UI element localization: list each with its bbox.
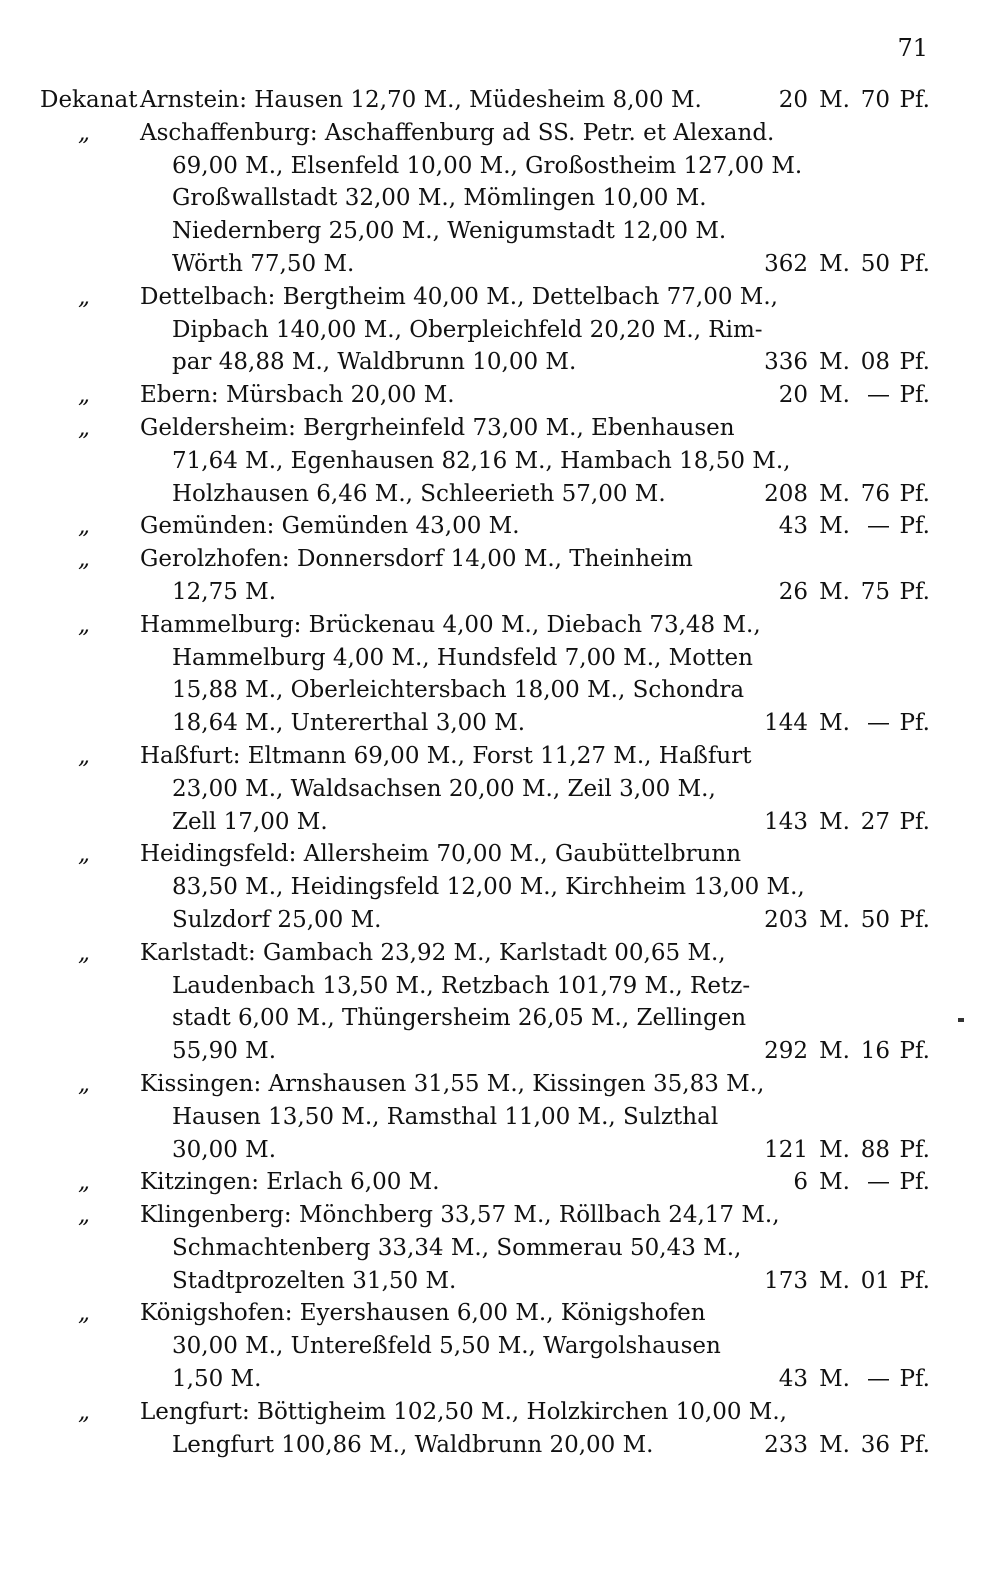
entry-line	[40, 707, 940, 740]
amount-marks: 336	[764, 349, 808, 376]
entry-text: Lengfurt 100,86 M., Waldbrunn 20,00 M.	[172, 1431, 654, 1458]
deanery-entry	[40, 510, 940, 543]
entry-line	[40, 1166, 940, 1199]
entry-total	[740, 1429, 930, 1462]
entry-line	[40, 1330, 940, 1363]
deanery-entry	[40, 937, 940, 1068]
unit-pfennig: Pf.	[899, 1431, 930, 1458]
entry-line	[40, 871, 940, 904]
entry-line	[40, 904, 940, 937]
ditto-mark: „	[78, 283, 90, 310]
entry-line	[40, 1265, 940, 1298]
entry-text: Niedernberg 25,00 M., Wenigumstadt 12,00 M.	[172, 218, 727, 245]
entry-text: 30,00 M., Untereßfeld 5,50 M., Wargolshausen	[172, 1333, 721, 1360]
entry-line	[40, 838, 940, 871]
unit-marks: M.	[819, 349, 850, 376]
entry-line	[40, 379, 940, 412]
entry-line	[40, 150, 940, 183]
entry-text: 1,50 M.	[172, 1366, 262, 1393]
deanery-entry	[40, 543, 940, 609]
amount-pfennig: 50	[860, 250, 890, 277]
amount-pfennig: 08	[860, 349, 890, 376]
unit-pfennig: Pf.	[899, 250, 930, 277]
entry-line	[40, 674, 940, 707]
amount-pfennig: 01	[860, 1267, 890, 1294]
entry-line	[40, 412, 940, 445]
unit-pfennig: Pf.	[899, 349, 930, 376]
entry-total	[740, 1134, 930, 1167]
unit-marks: M.	[819, 513, 850, 540]
amount-pfennig: —	[867, 382, 890, 409]
unit-pfennig: Pf.	[899, 382, 930, 409]
entry-total	[740, 576, 930, 609]
deanery-entry	[40, 281, 940, 379]
entry-line	[40, 248, 940, 281]
deanery-entry	[40, 838, 940, 936]
entry-text: Klingenberg: Mönchberg 33,57 M., Röllbach 24,17 M.,	[140, 1202, 780, 1229]
unit-marks: M.	[819, 906, 850, 933]
entry-line	[40, 1297, 940, 1330]
ditto-mark: „	[78, 119, 90, 146]
amount-marks: 362	[764, 250, 808, 277]
amount-pfennig: 16	[860, 1038, 890, 1065]
unit-marks: M.	[819, 1366, 850, 1393]
entry-line	[40, 1429, 940, 1462]
entry-line	[40, 510, 940, 543]
entry-line	[40, 84, 940, 117]
deanery-entry	[40, 609, 940, 740]
entry-text: par 48,88 M., Waldbrunn 10,00 M.	[172, 349, 577, 376]
amount-marks: 20	[778, 87, 808, 113]
deanery-entry	[40, 740, 940, 838]
amount-marks: 208	[764, 480, 808, 507]
unit-marks: M.	[819, 250, 850, 277]
amount-marks: 233	[764, 1431, 808, 1458]
unit-pfennig: Pf.	[899, 513, 930, 540]
entry-text: 15,88 M., Oberleichtersbach 18,00 M., Schondra	[172, 677, 745, 704]
amount-pfennig: 70	[860, 87, 890, 113]
entry-text: Arnstein: Hausen 12,70 M., Müdesheim 8,00 M.	[140, 87, 702, 113]
entry-text: Gemünden: Gemünden 43,00 M.	[140, 513, 520, 540]
deanery-list	[40, 84, 940, 1461]
deanery-entry	[40, 1166, 940, 1199]
entry-text: Aschaffenburg: Aschaffenburg ad SS. Petr. et Alexand.	[140, 119, 775, 146]
unit-marks: M.	[819, 578, 850, 605]
entry-text: Königshofen: Eyershausen 6,00 M., Königshofen	[140, 1300, 706, 1327]
entry-text: Hammelburg: Brückenau 4,00 M., Diebach 73,48 M.,	[140, 611, 761, 638]
amount-marks: 292	[764, 1038, 808, 1065]
entry-text: Dipbach 140,00 M., Oberpleichfeld 20,20 M., Rim-	[172, 316, 763, 343]
unit-marks: M.	[819, 1169, 850, 1196]
amount-pfennig: —	[867, 513, 890, 540]
ditto-mark: „	[78, 1300, 90, 1327]
entry-text: Dettelbach: Bergtheim 40,00 M., Dettelbach 77,00 M.,	[140, 283, 778, 310]
amount-pfennig: —	[867, 1366, 890, 1393]
unit-marks: M.	[819, 710, 850, 737]
amount-marks: 26	[778, 578, 808, 605]
entry-line	[40, 182, 940, 215]
entry-text: Ebern: Mürsbach 20,00 M.	[140, 382, 455, 409]
ditto-mark: „	[78, 1070, 90, 1097]
amount-marks: 121	[764, 1136, 808, 1163]
deanery-entry	[40, 1297, 940, 1395]
entry-line	[40, 445, 940, 478]
entry-text: Kissingen: Arnshausen 31,55 M., Kissingen 35,83 M.,	[140, 1070, 765, 1097]
entry-line	[40, 314, 940, 347]
entry-text: Geldersheim: Bergrheinfeld 73,00 M., Ebenhausen	[140, 414, 735, 441]
unit-pfennig: Pf.	[899, 808, 930, 835]
deanery-entry	[40, 1068, 940, 1166]
entry-text: Heidingsfeld: Allersheim 70,00 M., Gaubüttelbrunn	[140, 841, 742, 868]
entry-text: 83,50 M., Heidingsfeld 12,00 M., Kirchheim 13,00 M.,	[172, 874, 805, 901]
ditto-mark: „	[78, 546, 90, 573]
ditto-mark: „	[78, 939, 90, 966]
ditto-mark: „	[78, 414, 90, 441]
deanery-entry	[40, 117, 940, 281]
entry-line	[40, 576, 940, 609]
entry-line	[40, 740, 940, 773]
entry-text: 30,00 M.	[172, 1136, 277, 1163]
unit-pfennig: Pf.	[899, 906, 930, 933]
entry-total	[740, 806, 930, 839]
entry-line	[40, 609, 940, 642]
entry-text: Hammelburg 4,00 M., Hundsfeld 7,00 M., Motten	[172, 644, 753, 671]
entry-text: Laudenbach 13,50 M., Retzbach 101,79 M., Retz-	[172, 972, 751, 999]
entry-total	[740, 1035, 930, 1068]
entry-text: 18,64 M., Untererthal 3,00 M.	[172, 710, 526, 737]
deanery-entry	[40, 1396, 940, 1462]
entry-line	[40, 1363, 940, 1396]
entry-line	[40, 215, 940, 248]
ditto-mark: „	[78, 513, 90, 540]
amount-marks: 143	[764, 808, 808, 835]
entry-line	[40, 478, 940, 511]
entry-total	[740, 248, 930, 281]
entry-line	[40, 773, 940, 806]
amount-pfennig: 75	[860, 578, 890, 605]
deanery-entry	[40, 412, 940, 510]
unit-pfennig: Pf.	[899, 1038, 930, 1065]
unit-marks: M.	[819, 480, 850, 507]
entry-line	[40, 117, 940, 150]
entry-total	[740, 1166, 930, 1199]
entry-line	[40, 806, 940, 839]
entry-text: Kitzingen: Erlach 6,00 M.	[140, 1169, 440, 1196]
entry-text: 55,90 M.	[172, 1038, 277, 1065]
amount-pfennig: 36	[860, 1431, 890, 1458]
unit-marks: M.	[819, 1136, 850, 1163]
entry-text: Haßfurt: Eltmann 69,00 M., Forst 11,27 M., Haßfurt	[140, 742, 752, 769]
entry-line	[40, 1002, 940, 1035]
deanery-entry	[40, 379, 940, 412]
unit-marks: M.	[819, 1431, 850, 1458]
amount-pfennig: 76	[860, 480, 890, 507]
amount-marks: 203	[764, 906, 808, 933]
entry-text: Schmachtenberg 33,34 M., Sommerau 50,43 M.,	[172, 1234, 742, 1261]
deanery-entry	[40, 84, 940, 117]
deanery-entry	[40, 1199, 940, 1297]
entry-total	[740, 510, 930, 543]
ditto-mark: „	[78, 841, 90, 868]
entry-text: 12,75 M.	[172, 578, 277, 605]
unit-pfennig: Pf.	[899, 578, 930, 605]
entry-text: 23,00 M., Waldsachsen 20,00 M., Zeil 3,00 M.,	[172, 775, 716, 802]
unit-marks: M.	[819, 1038, 850, 1065]
entry-text: Gerolzhofen: Donnersdorf 14,00 M., Theinheim	[140, 546, 693, 573]
entry-text: Sulzdorf 25,00 M.	[172, 906, 382, 933]
entry-line	[40, 281, 940, 314]
ditto-mark: „	[78, 1169, 90, 1196]
entry-text: 71,64 M., Egenhausen 82,16 M., Hambach 18,50 M.,	[172, 447, 791, 474]
entry-total	[740, 904, 930, 937]
entry-text: Holzhausen 6,46 M., Schleerieth 57,00 M.	[172, 480, 666, 507]
ditto-mark: „	[78, 611, 90, 638]
amount-marks: 20	[778, 382, 808, 409]
entry-text: stadt 6,00 M., Thüngersheim 26,05 M., Zellingen	[172, 1005, 747, 1032]
amount-marks: 144	[764, 710, 808, 737]
entry-line	[40, 1035, 940, 1068]
entry-total	[740, 84, 930, 117]
entry-text: 69,00 M., Elsenfeld 10,00 M., Großostheim 127,00 M.	[172, 152, 803, 179]
entry-text: Wörth 77,50 M.	[172, 250, 355, 277]
amount-pfennig: —	[867, 710, 890, 737]
entry-total	[740, 1265, 930, 1298]
entry-text: Hausen 13,50 M., Ramsthal 11,00 M., Sulzthal	[172, 1103, 719, 1130]
unit-pfennig: Pf.	[899, 1267, 930, 1294]
entry-line	[40, 970, 940, 1003]
amount-marks: 173	[764, 1267, 808, 1294]
ditto-mark: „	[78, 1398, 90, 1425]
entry-total	[740, 1363, 930, 1396]
amount-pfennig: 27	[860, 808, 890, 835]
unit-pfennig: Pf.	[899, 1136, 930, 1163]
unit-marks: M.	[819, 808, 850, 835]
ditto-mark: „	[78, 742, 90, 769]
page-number: 71	[897, 34, 928, 62]
entry-text: Stadtprozelten 31,50 M.	[172, 1267, 457, 1294]
entry-line	[40, 346, 940, 379]
dekanat-label: Dekanat	[40, 87, 138, 113]
entry-line	[40, 937, 940, 970]
entry-line	[40, 1068, 940, 1101]
amount-marks: 6	[793, 1169, 808, 1196]
entry-line	[40, 543, 940, 576]
entry-total	[740, 478, 930, 511]
entry-line	[40, 642, 940, 675]
amount-marks: 43	[778, 513, 808, 540]
amount-pfennig: 50	[860, 906, 890, 933]
ink-mark	[958, 1018, 964, 1022]
unit-marks: M.	[819, 1267, 850, 1294]
unit-pfennig: Pf.	[899, 710, 930, 737]
entry-line	[40, 1101, 940, 1134]
entry-text: Karlstadt: Gambach 23,92 M., Karlstadt 00,65 M.,	[140, 939, 726, 966]
entry-text: Lengfurt: Böttigheim 102,50 M., Holzkirchen 10,00 M.,	[140, 1398, 787, 1425]
entry-total	[740, 346, 930, 379]
unit-marks: M.	[819, 382, 850, 409]
entry-text: Großwallstadt 32,00 M., Mömlingen 10,00 M.	[172, 185, 707, 212]
entry-text: Zell 17,00 M.	[172, 808, 328, 835]
entry-total	[740, 379, 930, 412]
unit-pfennig: Pf.	[899, 1366, 930, 1393]
entry-line	[40, 1134, 940, 1167]
ditto-mark: „	[78, 382, 90, 409]
entry-line	[40, 1396, 940, 1429]
entry-line	[40, 1232, 940, 1265]
unit-pfennig: Pf.	[899, 87, 930, 113]
entry-line	[40, 1199, 940, 1232]
amount-pfennig: —	[867, 1169, 890, 1196]
amount-pfennig: 88	[860, 1136, 890, 1163]
unit-pfennig: Pf.	[899, 1169, 930, 1196]
ditto-mark: „	[78, 1202, 90, 1229]
entry-total	[740, 707, 930, 740]
unit-marks: M.	[819, 87, 850, 113]
amount-marks: 43	[778, 1366, 808, 1393]
unit-pfennig: Pf.	[899, 480, 930, 507]
